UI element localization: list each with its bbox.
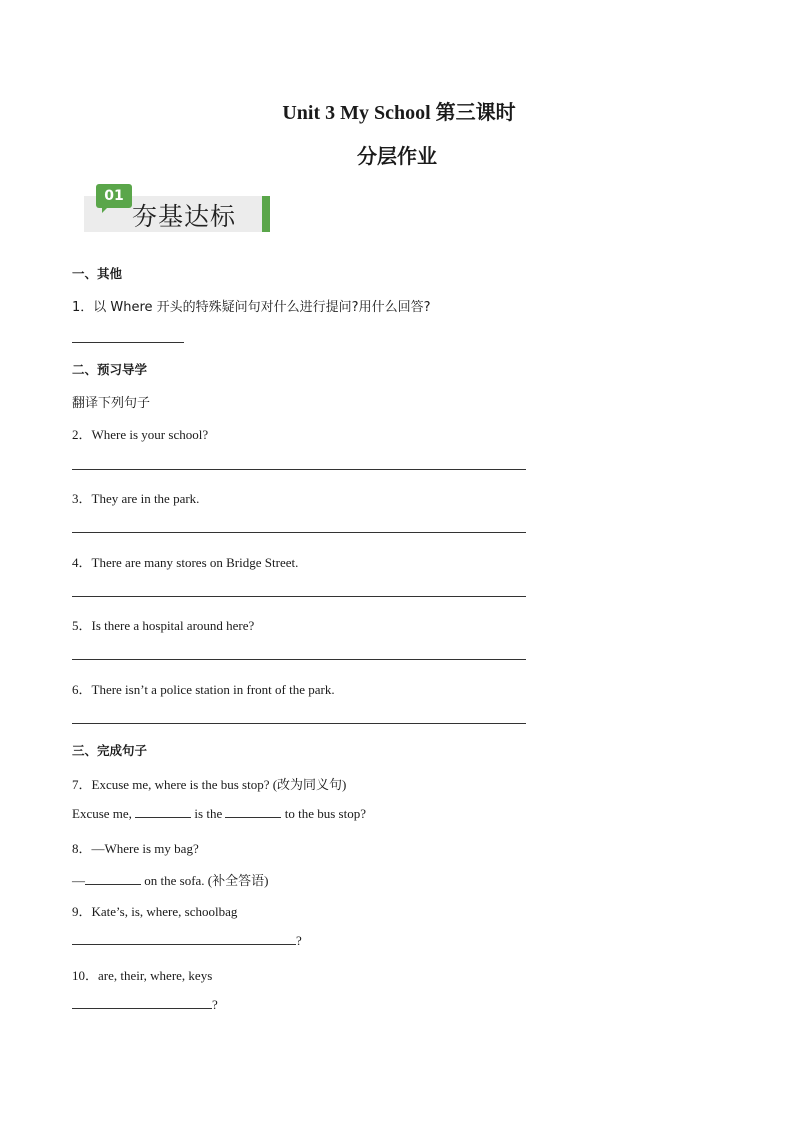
question-10: 10．are, their, where, keys (72, 968, 213, 983)
banner-number-badge: 01 (96, 184, 132, 208)
q8-text-b: on the sofa. (补全答语) (141, 873, 269, 888)
answer-line-1[interactable] (72, 342, 184, 343)
badge-tail (102, 207, 108, 213)
question-9-answer (72, 933, 302, 949)
answer-line-3[interactable] (72, 532, 526, 533)
question-1: 1．以 Where 开头的特殊疑问句对什么进行提问?用什么回答? (72, 300, 431, 315)
page-title: Unit 3 My School 第三课时 (282, 102, 516, 124)
question-7-answer (72, 806, 366, 822)
q10-blank[interactable] (72, 997, 212, 1009)
section-heading-2: 二、预习导学 (72, 362, 148, 377)
question-3: 3．They are in the park. (72, 491, 200, 506)
banner-label: 夯基达标 (132, 202, 237, 231)
section-heading-1: 一、其他 (72, 266, 123, 281)
q7-text-a: Excuse me, (72, 806, 136, 821)
banner-accent-bar (262, 196, 270, 232)
answer-line-2[interactable] (72, 469, 526, 470)
question-6: 6．There isn’t a police station in front of the park. (72, 682, 335, 697)
instruction-text: 翻译下列句子 (72, 396, 151, 411)
section-banner (84, 184, 274, 234)
q9-blank[interactable] (72, 933, 296, 945)
q8-text-a: — (72, 873, 85, 888)
answer-line-5[interactable] (72, 659, 526, 660)
question-10-answer (72, 997, 218, 1013)
q7-blank-1[interactable] (135, 806, 191, 818)
q8-blank[interactable] (85, 873, 141, 885)
q7-text-c: to the bus stop? (281, 806, 366, 821)
q9-question-mark: ? (296, 933, 302, 948)
question-5: 5．Is there a hospital around here? (72, 618, 255, 633)
answer-line-4[interactable] (72, 596, 526, 597)
question-8: 8．—Where is my bag? (72, 841, 199, 856)
q10-question-mark: ? (212, 997, 218, 1012)
section-heading-3: 三、完成句子 (72, 743, 148, 758)
question-9: 9．Kate’s, is, where, schoolbag (72, 904, 238, 919)
question-4: 4．There are many stores on Bridge Street. (72, 555, 299, 570)
question-2: 2．Where is your school? (72, 427, 209, 442)
question-7: 7．Excuse me, where is the bus stop? (改为同义句) (72, 777, 347, 792)
page-subtitle: 分层作业 (357, 144, 437, 168)
answer-line-6[interactable] (72, 723, 526, 724)
q7-text-b: is the (191, 806, 226, 821)
question-8-answer (72, 870, 268, 889)
q7-blank-2[interactable] (225, 806, 281, 818)
